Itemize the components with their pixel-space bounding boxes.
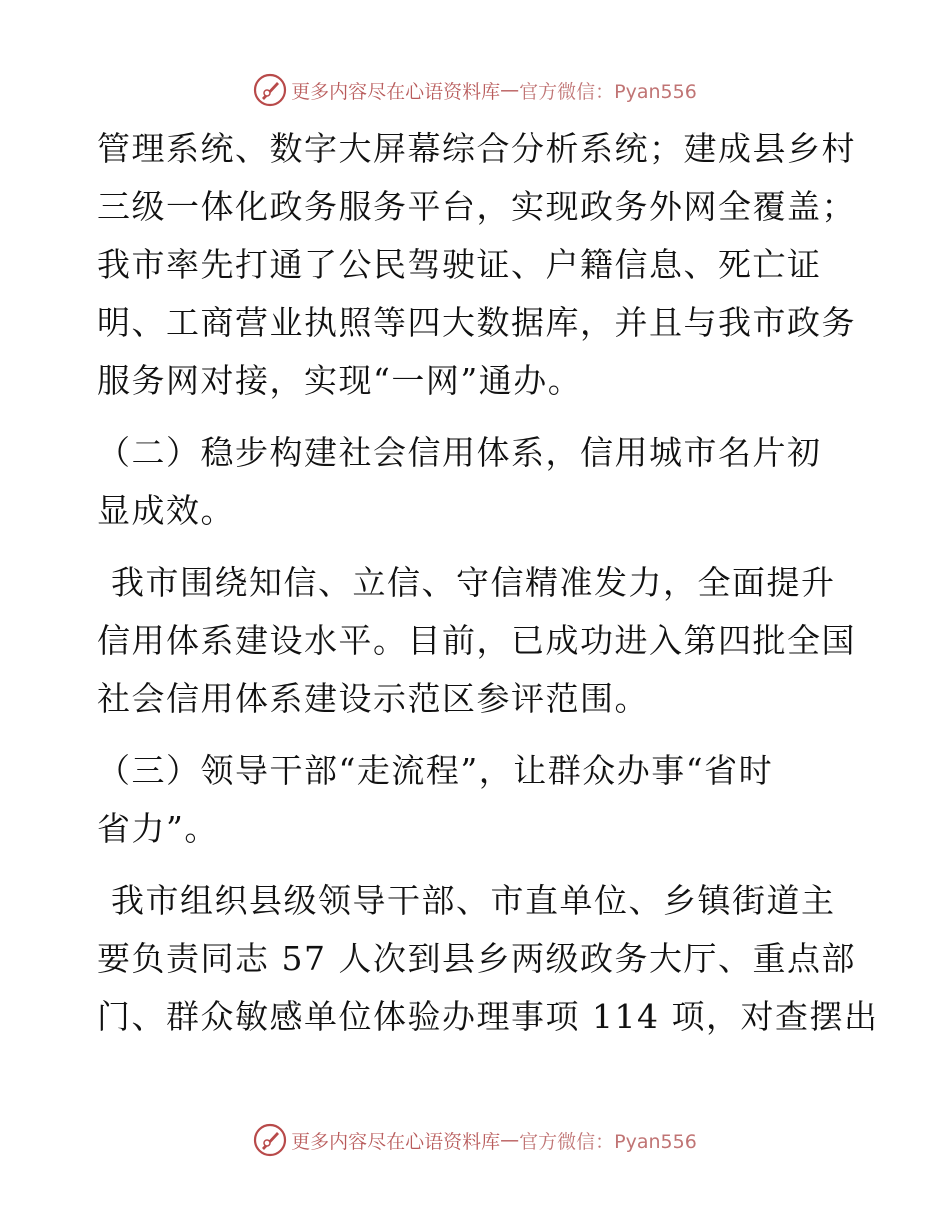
text-line: 信用体系建设水平。目前，已成功进入第四批全国	[97, 621, 856, 660]
watermark-wechat-text: 官方微信：Pyan556	[519, 1130, 697, 1153]
text-line: 显成效。	[97, 491, 235, 530]
watermark-wechat-text: 官方微信：Pyan556	[519, 80, 697, 103]
text-line: 三级一体化政务服务平台，实现政务外网全覆盖；	[97, 187, 856, 226]
quill-logo-icon	[253, 1123, 287, 1157]
text-line: 门、群众敏感单位体验办理事项 114 项，对查摆出	[97, 997, 879, 1036]
paragraph	[97, 120, 857, 410]
watermark-site-text: 更多内容尽在心语资料库	[291, 1130, 501, 1153]
quill-logo-icon	[253, 73, 287, 107]
text-line: 我市率先打通了公民驾驶证、户籍信息、死亡证	[97, 245, 822, 284]
text-line: 我市围绕知信、立信、守信精准发力，全面提升	[111, 563, 836, 602]
text-line: 社会信用体系建设示范区参评范围。	[97, 679, 649, 718]
watermark-dash: —	[500, 1129, 520, 1151]
paragraph	[97, 554, 857, 728]
text-line: （三）领导干部“走流程”，让群众办事“省时	[97, 751, 774, 790]
text-line: （二）稳步构建社会信用体系，信用城市名片初	[97, 433, 822, 472]
document-body	[97, 120, 879, 1046]
text-line: 我市组织县级领导干部、市直单位、乡镇街道主	[111, 881, 836, 920]
text-line: 管理系统、数字大屏幕综合分析系统；建成县乡村	[97, 129, 856, 168]
text-line: 服务网对接，实现“一网”通办。	[97, 361, 583, 400]
section-heading	[97, 424, 857, 540]
watermark-footer	[0, 1120, 950, 1160]
watermark-dash: —	[500, 79, 520, 101]
text-line: 明、工商营业执照等四大数据库，并且与我市政务	[97, 303, 856, 342]
text-line: 省力”。	[97, 809, 219, 848]
watermark-header	[0, 70, 950, 110]
paragraph	[97, 872, 879, 1046]
section-heading	[97, 742, 857, 858]
watermark-site-text: 更多内容尽在心语资料库	[291, 80, 501, 103]
text-line: 要负责同志 57 人次到县乡两级政务大厅、重点部	[97, 939, 856, 978]
